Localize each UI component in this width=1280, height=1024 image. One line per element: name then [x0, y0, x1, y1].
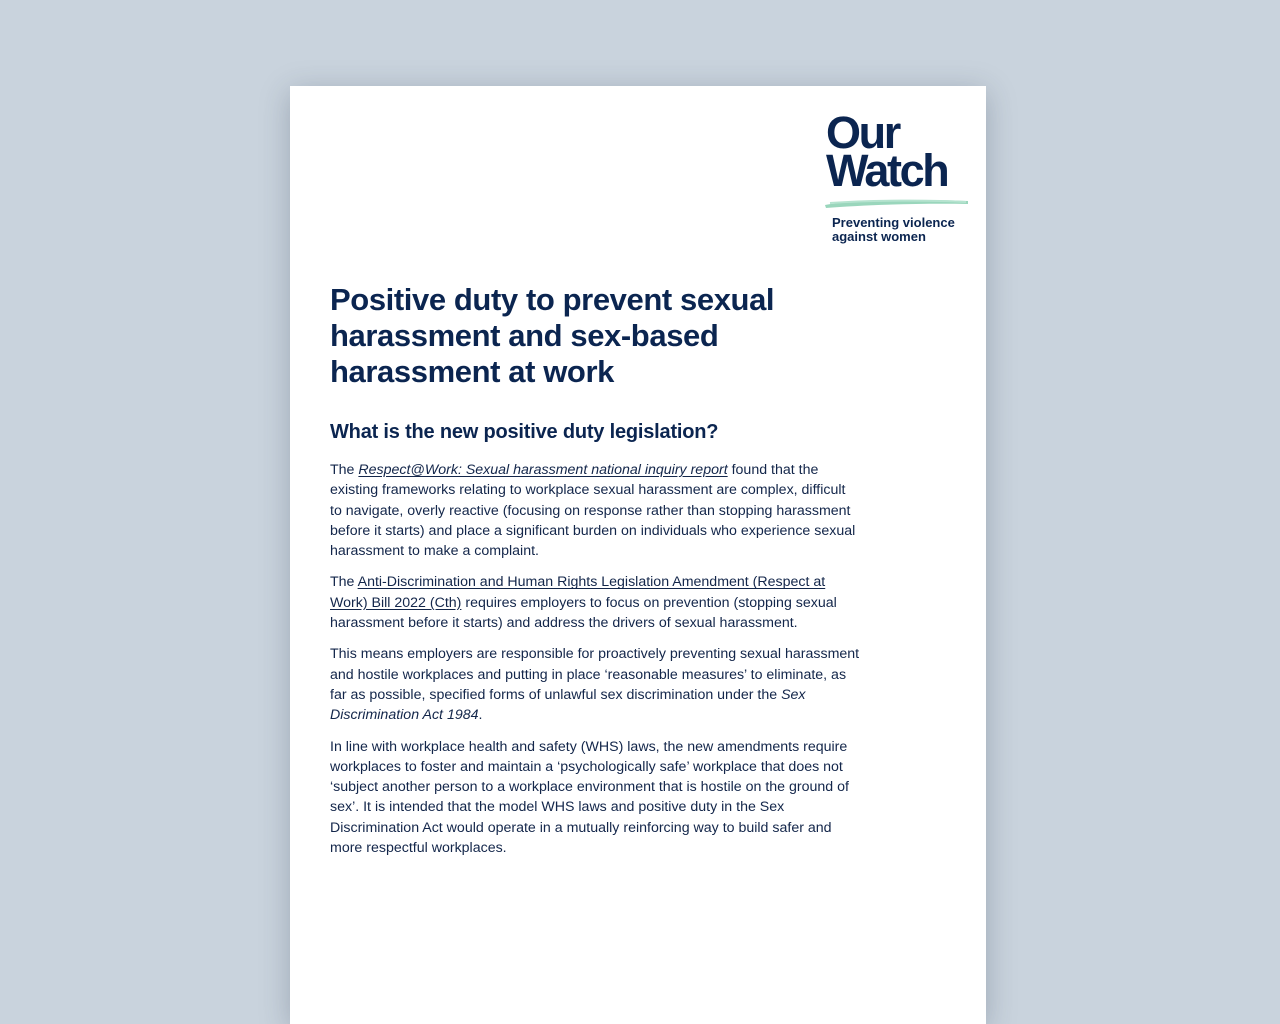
- paragraph-3: [330, 644, 860, 725]
- our-watch-logo: [826, 107, 976, 244]
- paragraph-3-pre: This means employers are responsible for proactively preventing sexual harassment and hostile workplaces and putting in place ‘reasonable measures’ to eliminate, as far as possible, specified forms of unlawful sex discrimination under the: [330, 646, 860, 703]
- paragraph-1-pre: The: [330, 462, 359, 478]
- paragraph-4: In line with workplace health and safety (WHS) laws, the new amendments require workplaces to foster and maintain a ‘psychologically safe’ workplace that does not ‘subject another person to a workplace environment that is hostile on the ground of sex’. It is intended that the model WHS laws and positive duty in the Sex Discrimination Act would operate in a mutually reinforcing way to build safer and more respectful workplaces.: [330, 738, 849, 857]
- document-content: [330, 282, 860, 858]
- logo-tagline-line2: against women: [832, 229, 926, 244]
- document-title: Positive duty to prevent sexual harassment and sex-based harassment at work: [330, 282, 775, 389]
- logo-tagline-line1: Preventing violence: [832, 215, 955, 230]
- paragraph-2-post: requires employers to focus on prevention (stopping sexual harassment before it starts) and address the drivers of sexual harassment.: [330, 594, 837, 632]
- paragraph-2-pre: The: [330, 574, 358, 591]
- paragraph-1: [330, 460, 860, 561]
- paragraph-3-post: .: [478, 707, 483, 724]
- paragraph-1-post: found that the existing frameworks relating to workplace sexual harassment are complex, difficult to navigate, overly reactive (focusing on response rather than stopping harassment before it starts) and place a significant burden on individuals who experience sexual harassment to make a complaint.: [330, 462, 856, 560]
- document-page: [290, 86, 986, 1024]
- logo-swoosh-icon: [822, 196, 972, 210]
- logo-word-our: Our: [826, 107, 899, 158]
- sex-discrimination-act-title: Sex Discrimination Act 1984: [330, 686, 806, 724]
- logo-word-watch: Watch: [826, 145, 948, 196]
- respect-at-work-report-link[interactable]: Respect@Work: Sexual harassment national inquiry report: [358, 462, 728, 478]
- respect-at-work-bill-link[interactable]: Anti-Discrimination and Human Rights Legislation Amendment (Respect at Work) Bill 2022 (Cth): [330, 574, 826, 611]
- logo-tagline: [832, 216, 982, 244]
- paragraph-2: [330, 572, 860, 633]
- section-heading: What is the new positive duty legislation?: [330, 421, 719, 443]
